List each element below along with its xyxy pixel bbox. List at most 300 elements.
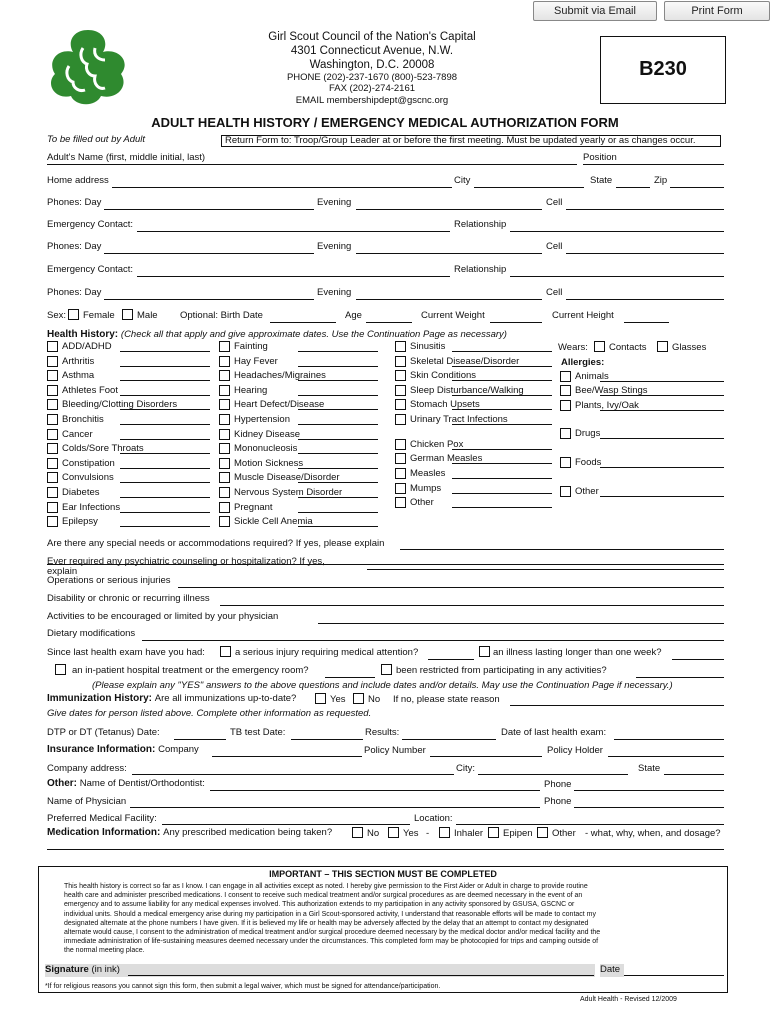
serious-injury-field[interactable]: [428, 659, 474, 660]
dtp-label: DTP or DT (Tetanus) Date:: [47, 727, 160, 738]
history-col2-item-8-date-field[interactable]: [298, 468, 378, 469]
history-col1-item-2-checkbox[interactable]: [47, 370, 58, 381]
immunization-question: Are all immunizations up-to-date?: [154, 693, 297, 704]
history-col2-item-2-checkbox[interactable]: [219, 370, 230, 381]
history-col3b-item-0-checkbox[interactable]: [395, 439, 406, 450]
epipen-checkbox[interactable]: [488, 827, 499, 838]
zip-label: Zip: [654, 175, 668, 186]
history-col1-item-12-date-field[interactable]: [120, 526, 210, 527]
other-row: [47, 778, 205, 790]
allergy-item-4-checkbox[interactable]: [560, 457, 571, 468]
signature-label: Signature: [45, 964, 89, 975]
history-col2-item-7-label: Mononucleosis: [234, 443, 298, 455]
history-col3-item-1-checkbox[interactable]: [395, 356, 406, 367]
inhaler-checkbox[interactable]: [439, 827, 450, 838]
allergy-item-2-label: Plants, Ivy/Oak: [575, 400, 639, 411]
history-col1-item-12-checkbox[interactable]: [47, 516, 58, 527]
current-weight-label: Current Weight: [421, 310, 485, 321]
history-col3-item-0-date-field[interactable]: [452, 351, 552, 352]
history-col3b-item-2-label: Measles: [410, 468, 446, 480]
allergy-item-4-date-field[interactable]: [600, 467, 724, 468]
signature-in-ink-label: (in ink): [91, 964, 120, 975]
history-col2-item-9-label: Muscle Disease/Disorder: [234, 472, 340, 484]
history-col3-item-2-checkbox[interactable]: [395, 370, 406, 381]
health-history-header: [47, 329, 507, 341]
signature-field[interactable]: [128, 975, 594, 976]
org-name: Girl Scout Council of the Nation's Capital: [268, 31, 476, 43]
phones-day-label-3: Phones: Day: [47, 287, 102, 298]
history-col3-item-3-checkbox[interactable]: [395, 385, 406, 396]
history-col2-item-6-label: Kidney Disease: [234, 428, 301, 440]
history-col2-item-9-checkbox[interactable]: [219, 472, 230, 483]
current-weight-field[interactable]: [490, 322, 542, 323]
history-col2-item-11-checkbox[interactable]: [219, 502, 230, 513]
cell-label-3: Cell: [546, 287, 563, 298]
medication-what-label: - what, why, when, and dosage?: [585, 828, 721, 839]
medication-dash: -: [426, 828, 430, 839]
phones-day-field-2[interactable]: [104, 253, 314, 254]
history-col2-item-4-checkbox[interactable]: [219, 399, 230, 410]
evening-label: Evening: [317, 197, 352, 208]
org-address-2: Washington, D.C. 20008: [309, 59, 435, 71]
important-line-4: designated alternate at the phone numbers I have given. If it is believed my life or health may be adversely affected by the delay that an attempt to contact my designated: [64, 919, 589, 927]
history-col2-item-0-checkbox[interactable]: [219, 341, 230, 352]
yes-answers-note: (Please explain any "YES" answers to the above questions and include dates and/or details. May use the Continuation Page if necessary.): [92, 680, 673, 691]
history-col2-item-0-label: Fainting: [234, 341, 268, 352]
last-exam-field[interactable]: [614, 739, 724, 740]
psychiatric-explain-label: explain: [47, 566, 78, 577]
inhaler-label: Inhaler: [454, 828, 484, 839]
company-address-label: Company address:: [47, 763, 127, 774]
policy-holder-field[interactable]: [608, 756, 724, 757]
medication-yes-label: Yes: [403, 828, 419, 839]
revision-note: Adult Health - Revised 12/2009: [580, 996, 677, 1003]
allergy-item-3-label: Drugs: [575, 428, 601, 439]
restricted-label: been restricted from participating in any activities?: [396, 665, 607, 676]
history-col3-item-2-date-field[interactable]: [452, 380, 552, 381]
facility-label: Preferred Medical Facility:: [47, 813, 157, 824]
cell-field-3[interactable]: [566, 299, 724, 300]
since-last-exam-label: Since last health exam have you had:: [47, 647, 205, 658]
allergy-item-0-label: Animals: [575, 371, 609, 382]
restricted-field[interactable]: [636, 677, 724, 678]
phones-day-label: Phones: Day: [47, 197, 102, 208]
position-field[interactable]: [583, 164, 724, 165]
state-field[interactable]: [616, 187, 650, 188]
allergy-item-1-checkbox[interactable]: [560, 385, 571, 396]
other-title: Other:: [47, 778, 77, 789]
facility-field[interactable]: [162, 824, 410, 825]
important-line-5: alternate would cause, I consent to the administration of medical treatment and/or surgical procedure deemed necessary by the medical doctor and/or medical facility and the: [64, 929, 601, 936]
wears-label: Wears:: [558, 342, 588, 353]
insurance-city-label: City:: [456, 763, 475, 774]
immunization-yes-checkbox[interactable]: [315, 693, 326, 704]
history-col2-item-1-checkbox[interactable]: [219, 356, 230, 367]
contacts-checkbox[interactable]: [594, 341, 605, 352]
activities-field[interactable]: [318, 623, 724, 624]
history-col1-item-8-date-field[interactable]: [120, 468, 210, 469]
dietary-label: Dietary modifications: [47, 628, 136, 639]
disability-field[interactable]: [220, 605, 724, 606]
health-history-note: (Check all that apply and give approximate dates. Use the Continuation Page as necessary): [120, 329, 507, 340]
allergy-item-2-checkbox[interactable]: [560, 400, 571, 411]
history-col3-item-5-label: Urinary Tract Infections: [410, 414, 508, 425]
history-col2-item-4-date-field[interactable]: [298, 409, 378, 410]
history-col3-item-4-checkbox[interactable]: [395, 399, 406, 410]
age-label: Age: [345, 310, 362, 321]
history-col1-item-12-label: Epilepsy: [62, 516, 98, 528]
zip-field[interactable]: [670, 187, 724, 188]
evening-label-2: Evening: [317, 241, 352, 252]
important-title: IMPORTANT – THIS SECTION MUST BE COMPLETED: [269, 869, 497, 879]
restricted-checkbox[interactable]: [381, 664, 392, 675]
history-col2-item-9-date-field[interactable]: [298, 482, 378, 483]
dietary-field[interactable]: [142, 640, 724, 641]
phones-day-field[interactable]: [104, 209, 314, 210]
allergy-item-0-checkbox[interactable]: [560, 371, 571, 382]
location-field[interactable]: [456, 824, 724, 825]
evening-field-3[interactable]: [356, 299, 542, 300]
policy-holder-label: Policy Holder: [547, 745, 603, 756]
history-col3-item-4-label: Stomach Upsets: [410, 399, 480, 411]
signature-date-field[interactable]: [624, 975, 724, 976]
history-col3b-item-2-checkbox[interactable]: [395, 468, 406, 479]
history-col2-item-11-date-field[interactable]: [298, 512, 378, 513]
history-col3-item-0-label: Sinusitis: [410, 341, 446, 352]
return-form-note: Return Form to: Troop/Group Leader at or before the first meeting. Must be updated yearly or as changes occur.: [221, 135, 721, 147]
history-col1-item-5-label: Bronchitis: [62, 414, 104, 425]
immunization-instructions: Give dates for person listed above. Complete other information as requested.: [47, 708, 372, 719]
female-checkbox[interactable]: [68, 309, 79, 320]
allergy-item-5-label: Other: [575, 486, 599, 497]
history-col1-item-3-date-field[interactable]: [120, 395, 210, 396]
immunization-row: [47, 693, 296, 705]
org-fax: FAX (202)-274-2161: [328, 83, 416, 94]
emergency-contact-label: Emergency Contact:: [47, 219, 134, 230]
cell-label: Cell: [546, 197, 563, 208]
history-col2-item-5-checkbox[interactable]: [219, 414, 230, 425]
history-col1-item-8-checkbox[interactable]: [47, 458, 58, 469]
history-col2-item-3-date-field[interactable]: [298, 395, 378, 396]
special-needs-field[interactable]: [400, 549, 724, 550]
history-col3-item-0-checkbox[interactable]: [395, 341, 406, 352]
psychiatric-field[interactable]: [367, 569, 724, 570]
history-col3-item-2-label: Skin Conditions: [410, 370, 477, 382]
important-line-3: individual units. Should a medical emergency arise during my participation in a Girl Scout-sponsored activity, I understand that reasonable efforts will be made to contact my: [64, 910, 597, 918]
medication-no-label: No: [367, 828, 380, 839]
history-col1-item-10-label: Diabetes: [62, 487, 100, 498]
policy-number-field[interactable]: [430, 756, 542, 757]
cell-field[interactable]: [566, 209, 724, 210]
history-col1-item-7-label: Colds/Sore Throats: [62, 443, 144, 455]
health-history-title: Health History:: [47, 329, 119, 340]
evening-field[interactable]: [356, 209, 542, 210]
medication-no-checkbox[interactable]: [352, 827, 363, 838]
current-height-label: Current Height: [552, 310, 614, 321]
history-col1-item-8-label: Constipation: [62, 457, 115, 469]
history-col1-item-0-checkbox[interactable]: [47, 341, 58, 352]
male-label: Male: [137, 310, 158, 321]
position-label: Position: [583, 152, 617, 163]
emergency-contact-field-2[interactable]: [137, 276, 450, 277]
adult-name-label: Adult's Name (first, middle initial, last): [47, 152, 206, 163]
phones-day-label-2: Phones: Day: [47, 241, 102, 252]
history-col1-item-7-checkbox[interactable]: [47, 443, 58, 454]
history-col2-item-2-label: Headaches/Migraines: [234, 370, 326, 382]
history-col1-item-9-checkbox[interactable]: [47, 472, 58, 483]
results-field[interactable]: [402, 739, 496, 740]
history-col1-item-11-checkbox[interactable]: [47, 502, 58, 513]
form-title: ADULT HEALTH HISTORY / EMERGENCY MEDICAL AUTHORIZATION FORM: [151, 115, 619, 130]
history-col2-item-2-date-field[interactable]: [298, 380, 378, 381]
history-col2-item-5-date-field[interactable]: [298, 424, 378, 425]
print-form-button[interactable]: Print Form: [664, 1, 770, 21]
history-col2-item-7-checkbox[interactable]: [219, 443, 230, 454]
history-col3-item-1-label: Skeletal Disease/Disorder: [410, 355, 520, 367]
medication-row: [47, 827, 332, 839]
history-col3-item-3-date-field[interactable]: [452, 395, 552, 396]
allergy-item-1-label: Bee/Wasp Stings: [575, 385, 648, 396]
history-col1-item-1-checkbox[interactable]: [47, 356, 58, 367]
insurance-state-field[interactable]: [664, 774, 724, 775]
history-col2-item-8-checkbox[interactable]: [219, 458, 230, 469]
history-col2-item-6-checkbox[interactable]: [219, 429, 230, 440]
history-col1-item-2-label: Asthma: [62, 370, 95, 382]
history-col1-item-6-label: Cancer: [62, 428, 93, 440]
important-line-6: immediate administration of life-sustaining measures deemed necessary under the circumstances. This completed form may be photocopied for trips and camping outside of: [64, 938, 599, 946]
history-col2-item-5-label: Hypertension: [234, 414, 290, 425]
history-col1-item-5-checkbox[interactable]: [47, 414, 58, 425]
illness-label: an illness lasting longer than one week?: [493, 647, 662, 658]
location-label: Location:: [414, 813, 453, 824]
girl-scout-trefoil-logo: [43, 28, 133, 106]
history-col1-item-3-checkbox[interactable]: [47, 385, 58, 396]
illness-checkbox[interactable]: [479, 646, 490, 657]
history-col1-item-1-date-field[interactable]: [120, 366, 210, 367]
history-col3-item-1-date-field[interactable]: [452, 366, 552, 367]
physician-phone-label: Phone: [544, 796, 572, 807]
history-col3-item-5-date-field[interactable]: [452, 424, 552, 425]
results-label: Results:: [365, 727, 400, 738]
dentist-field[interactable]: [210, 790, 540, 791]
immunization-title: Immunization History:: [47, 693, 153, 704]
state-label: State: [590, 175, 613, 186]
history-col1-item-11-label: Ear Infections: [62, 501, 121, 513]
psychiatric-label: Ever required any psychiatric counseling or hospitalization? If yes,: [47, 556, 325, 567]
history-col2-item-10-checkbox[interactable]: [219, 487, 230, 498]
medication-question: Any prescribed medication being taken?: [163, 827, 333, 838]
history-col2-item-11-label: Pregnant: [234, 501, 273, 513]
insurance-company-label: Company: [158, 744, 199, 755]
history-col3b-item-1-date-field[interactable]: [452, 463, 552, 464]
illness-field[interactable]: [672, 659, 724, 660]
date-label: Date: [600, 964, 624, 977]
dtp-field[interactable]: [174, 739, 226, 740]
org-email: EMAIL membershipdept@gscnc.org: [295, 95, 449, 106]
important-line-2: emergency and to assume liability for any medical expenses involved. This authorization extends to my participation in any activity sponsored by GSUSA, GSCNC or: [64, 901, 575, 909]
history-col2-item-12-date-field[interactable]: [298, 526, 378, 527]
sex-label: Sex:: [47, 310, 67, 321]
dentist-phone-field[interactable]: [574, 790, 724, 791]
medication-details-field[interactable]: [47, 849, 724, 850]
history-col3b-item-3-date-field[interactable]: [452, 493, 552, 494]
history-col1-item-4-date-field[interactable]: [120, 409, 210, 410]
medication-title: Medication Information:: [47, 827, 161, 838]
physician-label: Name of Physician: [47, 796, 127, 807]
inpatient-label: an in-patient hospital treatment or the emergency room?: [72, 665, 309, 676]
allergy-item-1-date-field[interactable]: [600, 395, 724, 396]
evening-label-3: Evening: [317, 287, 352, 298]
history-col2-item-7-date-field[interactable]: [298, 453, 378, 454]
history-col3b-item-3-label: Mumps: [410, 482, 442, 494]
immunization-no-label: No: [368, 694, 381, 705]
history-col1-item-4-checkbox[interactable]: [47, 399, 58, 410]
insurance-company-field[interactable]: [212, 756, 362, 757]
physician-phone-field[interactable]: [574, 807, 724, 808]
activities-label: Activities to be encouraged or limited by your physician: [47, 611, 279, 622]
history-col3b-item-2-date-field[interactable]: [452, 478, 552, 479]
special-needs-label: Are there any special needs or accommodations required? If yes, please explain: [47, 538, 385, 549]
org-phone: PHONE (202)-237-1670 (800)-523-7898: [286, 72, 458, 83]
org-address-1: 4301 Connecticut Avenue, N.W.: [290, 45, 454, 57]
history-col3b-item-1-checkbox[interactable]: [395, 453, 406, 464]
history-col2-item-6-date-field[interactable]: [298, 439, 378, 440]
history-col2-item-1-date-field[interactable]: [298, 366, 378, 367]
insurance-title: Insurance Information:: [47, 744, 156, 755]
immunization-reason-field[interactable]: [510, 705, 724, 706]
emergency-contact-label-2: Emergency Contact:: [47, 264, 134, 275]
immunization-no-checkbox[interactable]: [353, 693, 364, 704]
history-col1-item-6-date-field[interactable]: [120, 439, 210, 440]
insurance-city-field[interactable]: [478, 774, 628, 775]
history-col1-item-6-checkbox[interactable]: [47, 429, 58, 440]
operations-field[interactable]: [178, 587, 724, 588]
history-col2-item-10-date-field[interactable]: [298, 497, 378, 498]
subtitle-left: To be filled out by Adult: [47, 134, 146, 145]
history-col1-item-1-label: Arthritis: [62, 355, 95, 367]
history-col3b-item-4-date-field[interactable]: [452, 507, 552, 508]
history-col1-item-7-date-field[interactable]: [120, 453, 210, 454]
history-col2-item-3-label: Hearing: [234, 384, 268, 396]
relationship-label-2: Relationship: [454, 264, 507, 275]
allergy-item-2-date-field[interactable]: [600, 410, 724, 411]
medication-other-checkbox[interactable]: [537, 827, 548, 838]
history-col1-item-3-label: Athletes Foot: [62, 384, 118, 396]
history-col1-item-10-date-field[interactable]: [120, 497, 210, 498]
history-col3-item-4-date-field[interactable]: [452, 409, 552, 410]
allergy-item-0-date-field[interactable]: [600, 381, 724, 382]
insurance-row: [47, 744, 199, 756]
history-col2-item-1-label: Hay Fever: [234, 355, 278, 367]
history-col3b-item-4-checkbox[interactable]: [395, 497, 406, 508]
medication-other-label: Other: [552, 828, 576, 839]
tb-label: TB test Date:: [230, 727, 286, 738]
current-height-field[interactable]: [624, 322, 669, 323]
physician-field[interactable]: [130, 807, 540, 808]
city-field[interactable]: [474, 187, 584, 188]
serious-injury-label: a serious injury requiring medical attention?: [235, 647, 419, 658]
glasses-checkbox[interactable]: [657, 341, 668, 352]
history-col2-item-12-checkbox[interactable]: [219, 516, 230, 527]
history-col1-item-2-date-field[interactable]: [120, 380, 210, 381]
history-col2-item-0-date-field[interactable]: [298, 351, 378, 352]
birth-date-field[interactable]: [270, 322, 336, 323]
operations-label: Operations or serious injuries: [47, 575, 171, 586]
epipen-label: Epipen: [503, 828, 533, 839]
history-col1-item-9-date-field[interactable]: [120, 482, 210, 483]
immunization-reason-label: If no, please state reason: [393, 694, 500, 705]
evening-field-2[interactable]: [356, 253, 542, 254]
medication-yes-checkbox[interactable]: [388, 827, 399, 838]
history-col3b-item-0-label: Chicken Pox: [410, 438, 464, 450]
allergy-item-3-checkbox[interactable]: [560, 428, 571, 439]
adult-name-field[interactable]: [47, 164, 577, 165]
male-checkbox[interactable]: [122, 309, 133, 320]
city-label: City: [454, 175, 471, 186]
tb-field[interactable]: [291, 739, 363, 740]
history-col3b-item-3-checkbox[interactable]: [395, 483, 406, 494]
emergency-contact-field[interactable]: [137, 231, 450, 232]
inpatient-field[interactable]: [325, 677, 375, 678]
form-code-box: B230: [600, 36, 726, 104]
allergy-item-5-date-field[interactable]: [600, 496, 724, 497]
birth-date-label: Optional: Birth Date: [180, 310, 263, 321]
allergy-item-5-checkbox[interactable]: [560, 486, 571, 497]
relationship-field[interactable]: [510, 231, 724, 232]
female-label: Female: [83, 310, 115, 321]
immunization-yes-label: Yes: [330, 694, 346, 705]
allergy-item-3-date-field[interactable]: [600, 438, 724, 439]
age-field[interactable]: [366, 322, 412, 323]
allergy-item-4-label: Foods: [575, 457, 602, 468]
history-col1-item-11-date-field[interactable]: [120, 512, 210, 513]
last-exam-label: Date of last health exam:: [501, 727, 607, 738]
dentist-phone-label: Phone: [544, 779, 572, 790]
history-col3b-item-4-label: Other: [410, 497, 434, 509]
policy-number-label: Policy Number: [364, 745, 426, 756]
history-col1-item-0-label: ADD/ADHD: [62, 341, 112, 352]
important-line-7: the normal meeting place.: [64, 947, 145, 955]
disability-label: Disability or chronic or recurring illness: [47, 593, 210, 604]
cell-field-2[interactable]: [566, 253, 724, 254]
history-col2-item-4-label: Heart Defect/Disease: [234, 399, 325, 411]
history-col1-item-5-date-field[interactable]: [120, 424, 210, 425]
relationship-label: Relationship: [454, 219, 507, 230]
history-col1-item-4-label: Bleeding/Clotting Disorders: [62, 399, 178, 411]
important-line-1: health care and administer prescribed medications. I consent to receive such medical treatment and/or surgical procedures as are deemed necessary in the event of an: [64, 892, 583, 900]
history-col2-item-12-label: Sickle Cell Anemia: [234, 516, 313, 528]
home-address-field[interactable]: [112, 187, 452, 188]
dentist-label: Name of Dentist/Orthodontist:: [79, 778, 205, 789]
history-col3-item-3-label: Sleep Disturbance/Walking: [410, 384, 524, 396]
relationship-field-2[interactable]: [510, 276, 724, 277]
serious-injury-checkbox[interactable]: [220, 646, 231, 657]
history-col1-item-9-label: Convulsions: [62, 472, 114, 484]
submit-via-email-button[interactable]: Submit via Email: [533, 1, 657, 21]
history-col1-item-10-checkbox[interactable]: [47, 487, 58, 498]
history-col3b-item-0-date-field[interactable]: [452, 449, 552, 450]
inpatient-checkbox[interactable]: [55, 664, 66, 675]
history-col2-item-3-checkbox[interactable]: [219, 385, 230, 396]
insurance-state-label: State: [638, 763, 661, 774]
glasses-label: Glasses: [672, 342, 707, 353]
company-address-field[interactable]: [132, 774, 454, 775]
history-col3-item-5-checkbox[interactable]: [395, 414, 406, 425]
phones-day-field-3[interactable]: [104, 299, 314, 300]
history-col1-item-0-date-field[interactable]: [120, 351, 210, 352]
cell-label-2: Cell: [546, 241, 563, 252]
history-col2-item-8-label: Motion Sickness: [234, 457, 304, 469]
